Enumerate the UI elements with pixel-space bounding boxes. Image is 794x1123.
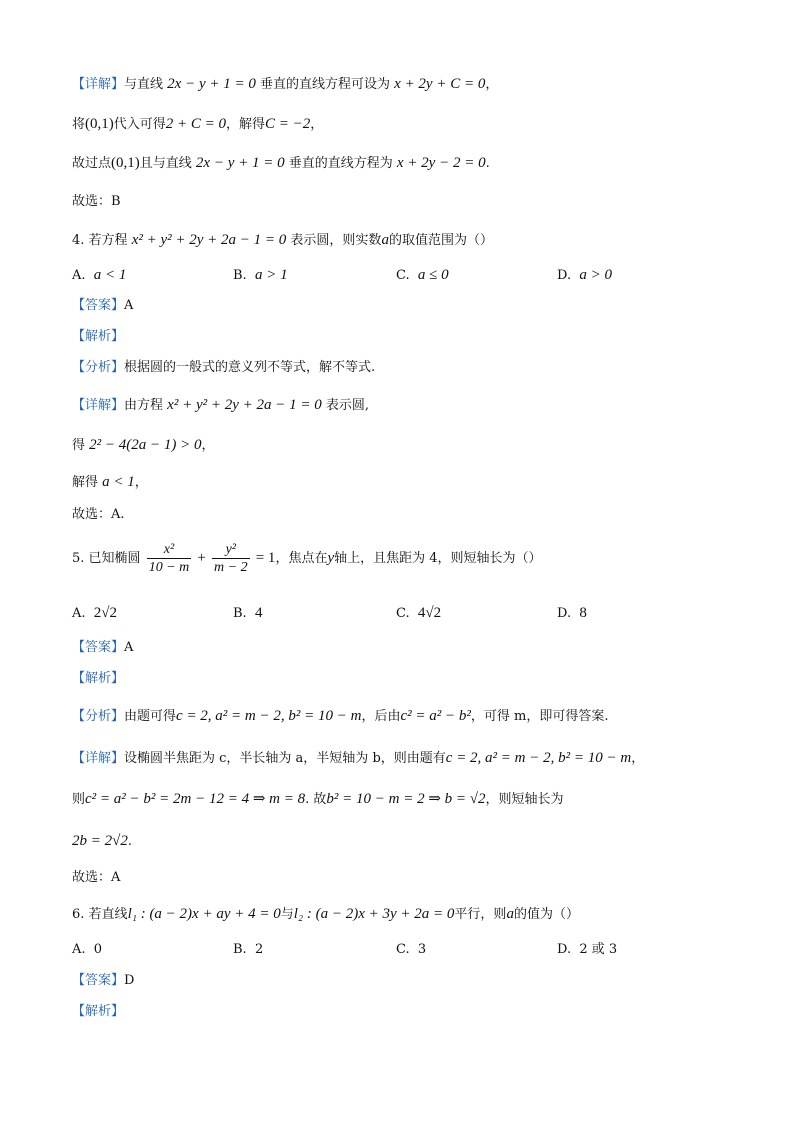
equation: x² + y² + 2y + 2a − 1 = 0 <box>167 397 322 413</box>
equation: l₁ : (a − 2)x + ay + 4 = 0 <box>127 906 281 922</box>
equation: l₂ : (a − 2)x + 3y + 2a = 0 <box>293 906 455 922</box>
q6-option-a <box>72 940 102 960</box>
variable: a <box>381 232 389 248</box>
q6-option-b <box>233 940 263 960</box>
answer-value: A <box>124 640 134 655</box>
q5-stem <box>72 538 542 579</box>
text: . <box>127 834 132 849</box>
text: . 故 <box>305 792 327 807</box>
text: 由题可得 <box>124 709 177 724</box>
option-value: 3 <box>417 942 427 957</box>
text: 的取值范围为（） <box>388 233 493 248</box>
option-value: a ≤ 0 <box>417 267 449 283</box>
equation: 2 + C = 0 <box>165 116 227 132</box>
q4-stem <box>72 230 493 251</box>
q6-option-c <box>396 940 426 960</box>
numerator: x² <box>147 541 192 559</box>
answer-value: D <box>124 973 135 988</box>
q5-detail <box>72 748 644 769</box>
q6-option-d <box>557 940 617 960</box>
equation: c² = a² − b² <box>400 708 471 724</box>
q4-step2 <box>72 472 148 493</box>
option-value: a > 1 <box>254 267 288 283</box>
option-letter: C. <box>396 606 410 621</box>
option-letter: B. <box>233 606 247 621</box>
equation: b² = 10 − m = 2 ⇒ b = √2 <box>326 791 486 807</box>
fraction-x <box>147 541 192 576</box>
q5-choose: 故选：A <box>72 870 121 885</box>
text: 表示圆, <box>325 398 370 413</box>
question-number: 4. <box>72 233 85 248</box>
text: 轴上，且焦距为 4，则短轴长为（） <box>334 551 542 566</box>
q5-option-c <box>396 603 441 624</box>
q5-option-a <box>72 603 117 624</box>
option-letter: B. <box>233 942 247 957</box>
question-number: 6. <box>72 907 85 922</box>
detail-label: 【详解】 <box>72 77 125 92</box>
q4-option-c <box>396 265 449 286</box>
denominator: 10 − m <box>148 560 190 575</box>
text: 的值为（） <box>513 907 579 922</box>
denominator: m − 2 <box>214 560 248 575</box>
detail-label: 【详解】 <box>72 751 125 766</box>
q6-stem <box>72 904 579 925</box>
text: 若方程 <box>88 233 128 248</box>
text: 与 <box>280 907 294 922</box>
variable: a <box>506 906 514 922</box>
option-value: 2 <box>254 942 264 957</box>
text: 垂直的直线方程为 <box>288 156 393 171</box>
text: ， <box>485 77 499 92</box>
equation: x² + y² + 2y + 2a − 1 = 0 <box>131 232 287 248</box>
equation: 2x − y + 1 = 0 <box>167 76 256 92</box>
option-value: 0 <box>93 942 103 957</box>
q5-answer <box>72 638 133 658</box>
text: 则 <box>72 792 86 807</box>
equation: x + 2y + C = 0 <box>394 76 486 92</box>
explain-label: 【解析】 <box>72 1004 125 1019</box>
text: 与直线 <box>124 77 164 92</box>
text: ，则短轴长为 <box>485 792 564 807</box>
q5-line3 <box>72 831 132 852</box>
q4-option-a <box>72 265 126 286</box>
equation: a < 1 <box>102 474 135 490</box>
equation: C = −2 <box>265 116 311 132</box>
question-number: 5. <box>72 551 85 566</box>
answer-label: 【答案】 <box>72 298 125 313</box>
analysis-label: 【分析】 <box>72 360 125 375</box>
option-value: 2√2 <box>93 605 118 621</box>
text: 由方程 <box>124 398 164 413</box>
q5-explain-label <box>72 669 124 689</box>
equation: 2b = 2√2 <box>72 833 128 849</box>
q5-option-b <box>233 603 262 624</box>
text: . <box>485 156 490 171</box>
text: ， <box>201 438 215 453</box>
equation: 2² − 4(2a − 1) > 0 <box>89 437 202 453</box>
q5-line2 <box>72 789 564 810</box>
answer-label: 【答案】 <box>72 973 125 988</box>
option-value: a < 1 <box>93 267 127 283</box>
fraction-y <box>212 541 250 576</box>
q3-choose: 故选：B <box>72 194 121 209</box>
q4-answer <box>72 296 133 316</box>
text: 若直线 <box>88 907 128 922</box>
q3-substitute-line <box>72 114 323 135</box>
q4-option-b <box>233 265 288 286</box>
text: ，焦点在 <box>275 551 328 566</box>
q4-choose: 故选：A. <box>72 507 125 522</box>
equation: 2x − y + 1 = 0 <box>195 155 285 171</box>
text: ，后由 <box>361 709 401 724</box>
point: (0,1) <box>85 116 114 132</box>
option-value: 2 或 3 <box>579 942 618 957</box>
text: 已知椭圆 <box>88 551 141 566</box>
option-letter: A. <box>72 942 86 957</box>
detail-label: 【详解】 <box>72 398 125 413</box>
explain-label: 【解析】 <box>72 329 125 344</box>
q4-detail <box>72 395 369 416</box>
text: 得 <box>72 438 86 453</box>
q4-option-d <box>557 265 612 286</box>
option-letter: D. <box>557 268 572 283</box>
equation: = 1 <box>255 550 276 566</box>
text: 且与直线 <box>139 156 192 171</box>
q6-answer <box>72 971 134 991</box>
text: 解得 <box>72 475 99 490</box>
q5-analysis <box>72 706 608 727</box>
option-value: 4 <box>254 605 263 621</box>
q3-conclusion-line <box>72 153 490 174</box>
text: 设椭圆半焦距为 c，半长轴为 a，半短轴为 b，则由题有 <box>124 751 446 766</box>
numerator: y² <box>212 541 250 559</box>
text: ，解得 <box>226 117 266 132</box>
option-letter: C. <box>396 942 410 957</box>
q6-explain-label <box>72 1002 124 1022</box>
option-letter: B. <box>233 268 247 283</box>
operator: + <box>197 550 206 566</box>
text: 根据圆的一般式的意义列不等式，解不等式. <box>124 360 376 375</box>
variable: y <box>327 550 335 566</box>
text: ，可得 m，即可得答案. <box>470 709 609 724</box>
text: 将 <box>72 117 86 132</box>
option-value: 8 <box>579 605 587 621</box>
text: 垂直的直线方程可设为 <box>260 77 391 92</box>
answer-value: A <box>124 298 134 313</box>
text: ， <box>631 751 645 766</box>
q4-explain-label <box>72 327 124 347</box>
equation: c = 2, a² = m − 2, b² = 10 − m <box>176 708 362 724</box>
text: ， <box>310 117 324 132</box>
q5-option-d <box>557 603 587 624</box>
option-letter: A. <box>72 606 86 621</box>
option-letter: D. <box>557 942 572 957</box>
explain-label: 【解析】 <box>72 671 125 686</box>
text: 故过点 <box>72 156 112 171</box>
q4-step1 <box>72 435 215 456</box>
option-value: 4√2 <box>417 605 442 621</box>
option-letter: C. <box>396 268 410 283</box>
equation: x + 2y − 2 = 0 <box>396 155 486 171</box>
option-value: a > 0 <box>579 267 612 283</box>
text: 平行，则 <box>454 907 507 922</box>
text: ， <box>134 475 148 490</box>
point: (0,1) <box>111 155 140 171</box>
equation: c² = a² − b² = 2m − 12 = 4 ⇒ m = 8 <box>85 791 306 807</box>
equation: c = 2, a² = m − 2, b² = 10 − m <box>445 750 632 766</box>
text: 代入可得 <box>113 117 166 132</box>
option-letter: D. <box>557 606 572 621</box>
option-letter: A. <box>72 268 86 283</box>
answer-label: 【答案】 <box>72 640 125 655</box>
analysis-label: 【分析】 <box>72 709 125 724</box>
q4-analysis <box>72 358 375 378</box>
q3-detail-line <box>72 74 498 95</box>
text: 表示圆，则实数 <box>290 233 382 248</box>
